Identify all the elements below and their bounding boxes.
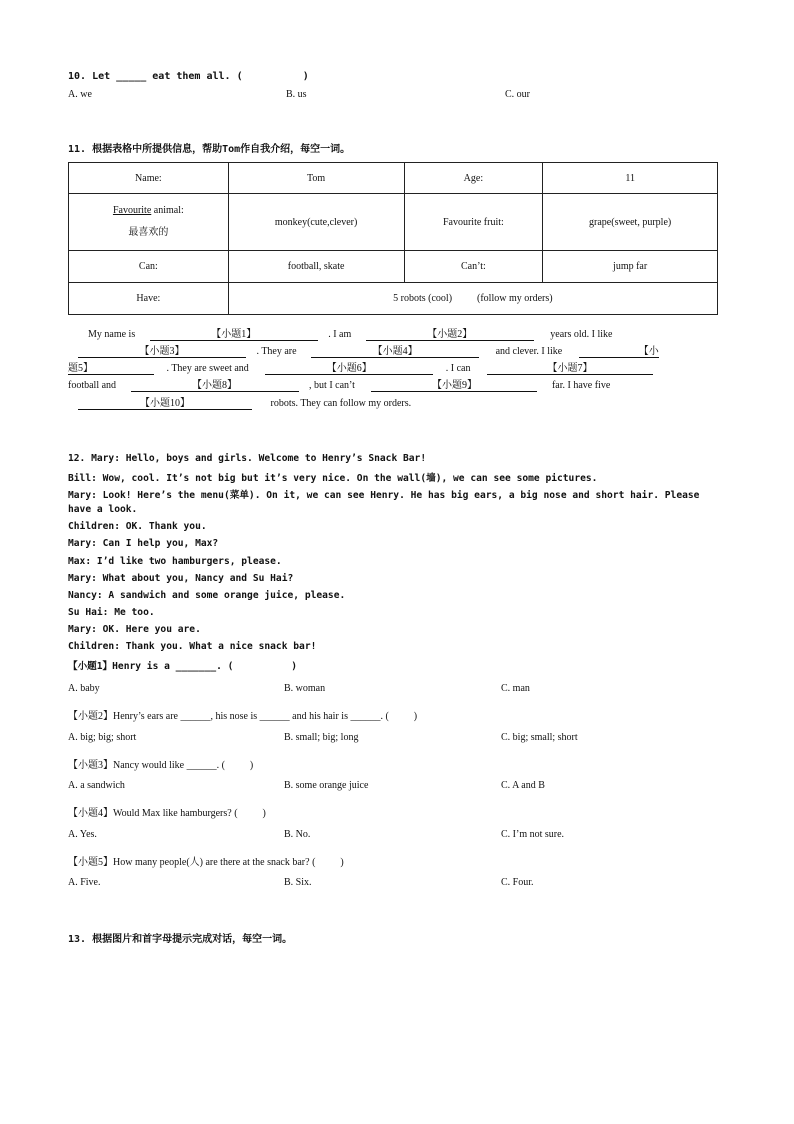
blank-9[interactable] xyxy=(371,376,537,392)
blank-3-label: 【小题3】 xyxy=(139,346,185,357)
sub-question-5-stem: 【小题5】How many people(人) are there at the snack bar? ( ) xyxy=(68,857,344,868)
passage-text: . They are sweet and xyxy=(166,363,249,374)
passage-line-4 xyxy=(68,376,610,392)
favourite-chinese: 最喜欢的 xyxy=(128,227,169,238)
blank-1[interactable] xyxy=(150,325,318,341)
sub5-option-a: A. Five. xyxy=(68,877,101,888)
blank-7[interactable] xyxy=(487,359,653,375)
sub3-option-a: A. a sandwich xyxy=(68,780,125,791)
blank-2[interactable] xyxy=(366,325,534,341)
q10-option-b: B. us xyxy=(286,89,307,100)
dialogue-line: Mary: Can I help you, Max? xyxy=(68,538,219,549)
passage-text: far. I have five xyxy=(551,380,611,391)
question-13-stem: 13. 根据图片和首字母提示完成对话，每空一词。 xyxy=(68,934,293,945)
blank-6[interactable] xyxy=(265,359,433,375)
have-label: Have: xyxy=(69,283,229,315)
dialogue-line: Mary: Look! Here’s the menu(菜单). On it, we can see Henry. He has big ears, a big nose and short hair. Please xyxy=(68,490,700,501)
sub1-option-a: A. baby xyxy=(68,683,100,694)
sub-question-4-stem: 【小题4】Would Max like hamburgers? ( ) xyxy=(68,808,266,819)
animal-word: animal: xyxy=(151,205,184,216)
passage-line-2 xyxy=(78,342,659,358)
blank-8[interactable] xyxy=(131,376,299,392)
blank-6-label: 【小题6】 xyxy=(326,363,372,374)
passage-text: . I can xyxy=(445,363,471,374)
blank-7-label: 【小题7】 xyxy=(547,363,593,374)
blank-3[interactable] xyxy=(78,342,246,358)
passage-text: years old. I like xyxy=(550,329,613,340)
sub4-option-b: B. No. xyxy=(284,829,311,840)
cant-label: Can’t: xyxy=(404,251,543,283)
can-value: football, skate xyxy=(228,251,404,283)
passage-text: robots. They can follow my orders. xyxy=(270,398,412,409)
sub5-option-c: C. Four. xyxy=(501,877,534,888)
sub2-option-c: C. big; small; short xyxy=(501,732,578,743)
sub2-option-a: A. big; big; short xyxy=(68,732,137,743)
q10-option-c: C. our xyxy=(505,89,530,100)
dialogue-line: Nancy: A sandwich and some orange juice, please. xyxy=(68,590,346,601)
sub-question-2-stem: 【小题2】Henry’s ears are ______, his nose is ______ and his hair is ______. ( ) xyxy=(68,711,418,722)
blank-1-label: 【小题1】 xyxy=(211,329,257,340)
blank-5-label-start: 【小 xyxy=(638,346,659,357)
favourite-word: Favourite xyxy=(112,205,152,216)
favourite-fruit-value: grape(sweet, purple) xyxy=(543,194,718,251)
passage-text: , but I can’t xyxy=(309,380,355,391)
blank-10-label: 【小题10】 xyxy=(140,398,190,409)
dialogue-line: Bill: Wow, cool. It’s not big but it’s very nice. On the wall(墙), we can see some pictures. xyxy=(68,473,598,484)
blank-5-start[interactable] xyxy=(579,342,659,358)
name-value: Tom xyxy=(228,163,404,194)
sub-question-1-stem: 【小题1】Henry is a _______. ( ) xyxy=(68,661,297,672)
sub5-option-b: B. Six. xyxy=(284,877,312,888)
passage-text: and clever. I like xyxy=(495,346,563,357)
dialogue-line: Children: Thank you. What a nice snack bar! xyxy=(68,641,317,652)
name-label: Name: xyxy=(69,163,229,194)
sub-question-3-stem: 【小题3】Nancy would like ______. ( ) xyxy=(68,760,254,771)
dialogue-line: Su Hai: Me too. xyxy=(68,607,155,618)
favourite-animal-value: monkey(cute,clever) xyxy=(228,194,404,251)
blank-5-end[interactable] xyxy=(68,359,154,375)
blank-5-label-end: 题5】 xyxy=(68,363,93,374)
passage-text: My name is xyxy=(88,329,136,340)
passage-line-1 xyxy=(88,325,612,341)
blank-10[interactable] xyxy=(78,394,252,410)
passage-text: football and xyxy=(68,380,117,391)
dialogue-line: Max: I’d like two hamburgers, please. xyxy=(68,556,282,567)
passage-line-3 xyxy=(68,359,653,375)
blank-4-label: 【小题4】 xyxy=(372,346,418,357)
favourite-animal-label xyxy=(69,194,229,251)
question-10-stem: 10. Let _____ eat them all. ( ) xyxy=(68,71,309,82)
dialogue-line: have a look. xyxy=(68,504,138,515)
sub1-option-b: B. woman xyxy=(284,683,326,694)
blank-2-label: 【小题2】 xyxy=(427,329,473,340)
blank-8-label: 【小题8】 xyxy=(192,380,238,391)
favourite-fruit-label: Favourite fruit: xyxy=(404,194,543,251)
blank-4[interactable] xyxy=(311,342,479,358)
info-table xyxy=(68,162,718,315)
sub4-option-c: C. I’m not sure. xyxy=(501,829,565,840)
passage-text: . I am xyxy=(328,329,352,340)
age-label: Age: xyxy=(404,163,543,194)
passage-line-5 xyxy=(78,394,411,410)
age-value: 11 xyxy=(543,163,718,194)
question-11-stem: 11. 根据表格中所提供信息，帮助Tom作自我介绍，每空一词。 xyxy=(68,144,351,155)
dialogue-line: 12. Mary: Hello, boys and girls. Welcome to Henry’s Snack Bar! xyxy=(68,453,427,464)
sub3-option-b: B. some orange juice xyxy=(284,780,369,791)
can-label: Can: xyxy=(69,251,229,283)
dialogue-line: Children: OK. Thank you. xyxy=(68,521,207,532)
dialogue-line: Mary: OK. Here you are. xyxy=(68,624,201,635)
have-value: 5 robots (cool) (follow my orders) xyxy=(228,283,717,315)
passage-text: . They are xyxy=(256,346,297,357)
sub2-option-b: B. small; big; long xyxy=(284,732,359,743)
blank-9-label: 【小题9】 xyxy=(431,380,477,391)
dialogue-line: Mary: What about you, Nancy and Su Hai? xyxy=(68,573,294,584)
cant-value: jump far xyxy=(543,251,718,283)
sub4-option-a: A. Yes. xyxy=(68,829,97,840)
sub3-option-c: C. A and B xyxy=(501,780,545,791)
q10-option-a: A. we xyxy=(68,89,92,100)
sub1-option-c: C. man xyxy=(501,683,530,694)
